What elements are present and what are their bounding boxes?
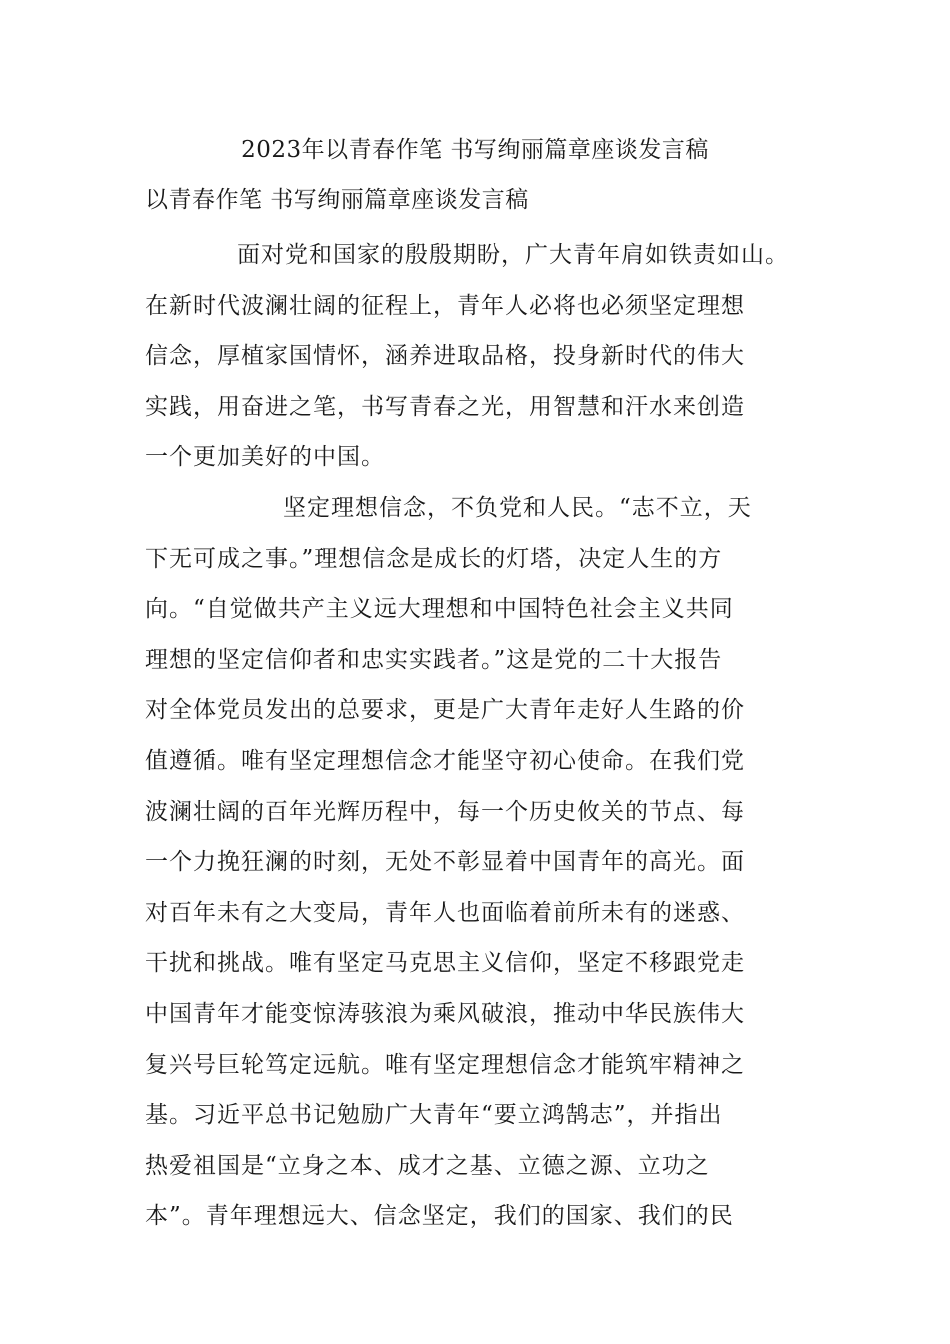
paragraph-line: 实践，用奋进之笔，书写青春之光，用智慧和汗水来创造 [145,393,745,420]
document-subtitle: 以青春作笔 书写绚丽篇章座谈发言稿 [145,187,529,213]
paragraph-line: 坚定理想信念，不负党和人民。“志不立，天 [283,494,752,521]
paragraph-line: 一个力挽狂澜的时刻，无处不彰显着中国青年的高光。面 [145,849,745,876]
paragraph-line: 信念，厚植家国情怀，涵养进取品格，投身新时代的伟大 [145,343,745,370]
document-title: 2023年以青春作笔 书写绚丽篇章座谈发言稿 [241,137,709,163]
paragraph-line: 对百年未有之大变局，青年人也面临着前所未有的迷惑、 [145,899,745,926]
paragraph-line: 下无可成之事。”理想信念是成长的灯塔，决定人生的方 [145,545,723,572]
paragraph-line: 波澜壮阔的百年光辉历程中，每一个历史攸关的节点、每 [145,798,745,825]
paragraph-line: 中国青年才能变惊涛骇浪为乘风破浪，推动中华民族伟大 [145,1000,745,1027]
paragraph-line: 理想的坚定信仰者和忠实实践者。”这是党的二十大报告 [145,646,723,673]
paragraph-line: 热爱祖国是“立身之本、成才之基、立德之源、立功之 [145,1152,710,1179]
paragraph-line: 一个更加美好的中国。 [145,444,385,471]
paragraph-line: 值遵循。唯有坚定理想信念才能坚守初心使命。在我们党 [145,747,745,774]
paragraph-line: 面对党和国家的殷殷期盼，广大青年肩如铁责如山。 [237,242,789,268]
paragraph-line: 干扰和挑战。唯有坚定马克思主义信仰，坚定不移跟党走 [145,950,745,977]
paragraph-line: 在新时代波澜壮阔的征程上，青年人必将也必须坚定理想 [145,292,745,319]
paragraph-line: 向。“自觉做共产主义远大理想和中国特色社会主义共同 [145,596,734,623]
paragraph-line: 基。习近平总书记勉励广大青年“要立鸿鹄志”，并指出 [145,1102,723,1129]
paragraph-line: 复兴号巨轮笃定远航。唯有坚定理想信念才能筑牢精神之 [145,1051,745,1078]
document-body [145,230,825,1242]
paragraph-line: 本”。青年理想远大、信念坚定，我们的国家、我们的民 [145,1203,734,1230]
paragraph-line: 对全体党员发出的总要求，更是广大青年走好人生路的价 [145,697,745,724]
